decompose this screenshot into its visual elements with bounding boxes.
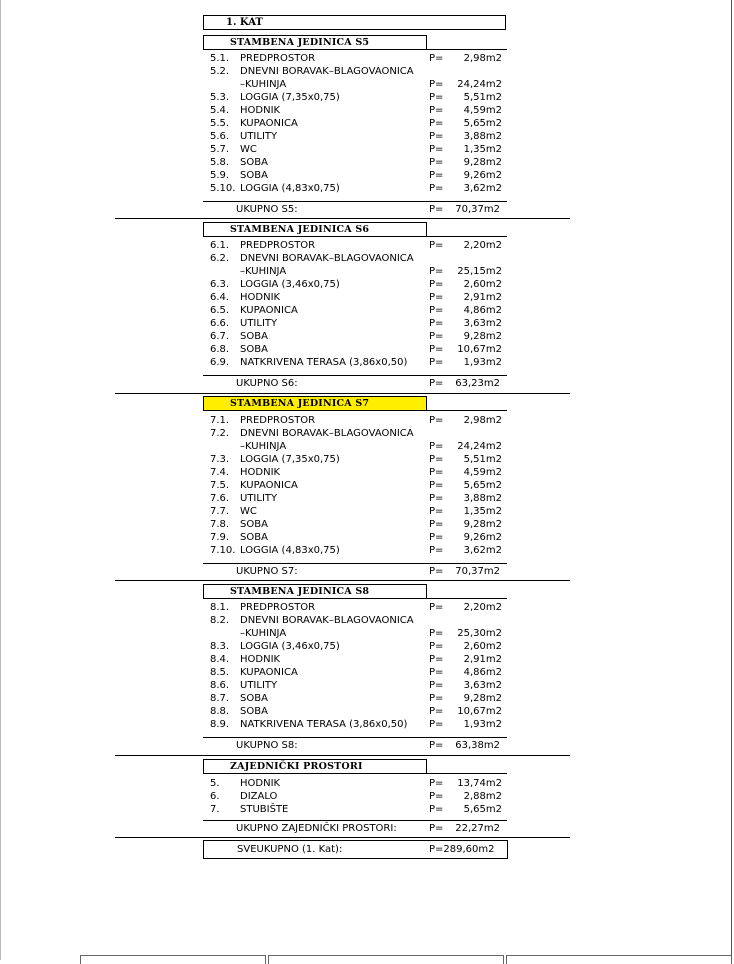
total-label: UKUPNO S8: — [236, 740, 298, 751]
area-prefix: P= — [429, 53, 444, 64]
room-name: UTILITY — [240, 131, 278, 142]
room-row — [210, 182, 510, 195]
total-prefix: P= — [429, 378, 444, 389]
room-number: 5.7. — [210, 144, 230, 155]
room-number: 7.4. — [210, 467, 230, 478]
room-row — [210, 803, 510, 816]
room-row — [210, 718, 510, 731]
room-area: 2,91m2 — [463, 292, 502, 303]
room-name: LOGGIA (3,46x0,75) — [240, 641, 340, 652]
room-number: 7.1. — [210, 415, 230, 426]
room-row — [210, 65, 510, 78]
room-row — [210, 52, 510, 65]
room-area: 2,60m2 — [463, 641, 502, 652]
total-value: 63,38m2 — [455, 740, 500, 751]
room-number: 7.9. — [210, 532, 230, 543]
room-name: DNEVNI BORAVAK–BLAGOVAONICA — [240, 615, 414, 626]
room-number: 7.5. — [210, 480, 230, 491]
grand-total-box — [203, 840, 508, 859]
room-area: 3,88m2 — [463, 493, 502, 504]
room-name: HODNIK — [240, 778, 281, 789]
room-number: 5.1. — [210, 53, 230, 64]
room-number: 7.2. — [210, 428, 230, 439]
room-number: 8.7. — [210, 693, 230, 704]
room-name: LOGGIA (3,46x0,75) — [240, 279, 340, 290]
room-row — [210, 679, 510, 692]
area-prefix: P= — [429, 480, 444, 491]
room-name: HODNIK — [240, 467, 281, 478]
room-row — [210, 117, 510, 130]
room-list — [210, 777, 510, 816]
room-name: PREDPROSTOR — [240, 53, 316, 64]
room-area: 3,62m2 — [463, 545, 502, 556]
area-prefix: P= — [429, 493, 444, 504]
room-name: KUPAONICA — [240, 667, 298, 678]
room-row — [210, 317, 510, 330]
room-area: 10,67m2 — [457, 344, 502, 355]
room-area: 2,98m2 — [463, 415, 502, 426]
room-name: LOGGIA (4,83x0,75) — [240, 545, 340, 556]
area-prefix: P= — [429, 719, 444, 730]
room-name: NATKRIVENA TERASA (3,86x0,50) — [240, 719, 408, 730]
room-area: 4,59m2 — [463, 105, 502, 116]
area-prefix: P= — [429, 305, 444, 316]
room-row — [210, 544, 510, 557]
area-prefix: P= — [429, 318, 444, 329]
room-name: DNEVNI BORAVAK–BLAGOVAONICA — [240, 428, 414, 439]
section-total — [203, 738, 507, 754]
room-area: 25,15m2 — [457, 266, 502, 277]
room-row — [210, 291, 510, 304]
section-separator — [115, 218, 570, 219]
room-name: UTILITY — [240, 493, 278, 504]
area-prefix: P= — [429, 654, 444, 665]
room-number: 5.10. — [210, 183, 236, 194]
room-number: 5.3. — [210, 92, 230, 103]
room-number: 6. — [210, 791, 220, 802]
area-prefix: P= — [429, 344, 444, 355]
area-prefix: P= — [429, 680, 444, 691]
room-row — [210, 156, 510, 169]
room-area: 1,93m2 — [463, 357, 502, 368]
room-name: LOGGIA (7,35x0,75) — [240, 92, 340, 103]
room-row — [210, 143, 510, 156]
room-name: PREDPROSTOR — [240, 602, 316, 613]
room-number: 8.2. — [210, 615, 230, 626]
room-name: STUBIŠTE — [240, 804, 289, 815]
room-row — [210, 492, 510, 505]
room-name: PREDPROSTOR — [240, 240, 316, 251]
total-label: UKUPNO S6: — [236, 378, 298, 389]
room-name: LOGGIA (4,83x0,75) — [240, 183, 340, 194]
total-prefix: P= — [429, 823, 444, 834]
total-prefix: P= — [429, 566, 444, 577]
room-list — [210, 414, 510, 557]
room-number: 6.7. — [210, 331, 230, 342]
room-area: 13,74m2 — [457, 778, 502, 789]
sheet-border-left — [0, 0, 1, 960]
section-total — [203, 821, 507, 837]
room-name: HODNIK — [240, 292, 281, 303]
section-heading-rule — [427, 236, 507, 237]
section-heading: STAMBENA JEDINICA S6 — [203, 222, 427, 237]
room-row — [210, 705, 510, 718]
room-name: SOBA — [240, 706, 268, 717]
grand-total-value: P=289,60m2 — [429, 844, 495, 855]
room-number: 6.2. — [210, 253, 230, 264]
room-area: 2,91m2 — [463, 654, 502, 665]
room-row — [210, 343, 510, 356]
room-area: 5,65m2 — [463, 118, 502, 129]
room-area: 1,35m2 — [463, 506, 502, 517]
room-row — [210, 790, 510, 803]
room-area: 2,20m2 — [463, 602, 502, 613]
area-prefix: P= — [429, 467, 444, 478]
room-area: 2,20m2 — [463, 240, 502, 251]
total-label: UKUPNO S7: — [236, 566, 298, 577]
room-name: WC — [240, 144, 257, 155]
area-prefix: P= — [429, 357, 444, 368]
room-name: WC — [240, 506, 257, 517]
section-heading: STAMBENA JEDINICA S7 — [203, 396, 427, 411]
room-name: SOBA — [240, 693, 268, 704]
room-area: 3,62m2 — [463, 183, 502, 194]
room-number: 5.8. — [210, 157, 230, 168]
area-prefix: P= — [429, 266, 444, 277]
room-number: 7.6. — [210, 493, 230, 504]
area-prefix: P= — [429, 454, 444, 465]
room-area: 5,65m2 — [463, 804, 502, 815]
room-area: 5,51m2 — [463, 92, 502, 103]
room-area: 1,93m2 — [463, 719, 502, 730]
section-heading: STAMBENA JEDINICA S5 — [203, 35, 427, 50]
room-number: 8.5. — [210, 667, 230, 678]
room-row — [210, 666, 510, 679]
area-prefix: P= — [429, 183, 444, 194]
area-prefix: P= — [429, 131, 444, 142]
room-area: 9,28m2 — [463, 331, 502, 342]
area-prefix: P= — [429, 170, 444, 181]
room-number: 6.9. — [210, 357, 230, 368]
room-row — [210, 278, 510, 291]
room-area: 2,88m2 — [463, 791, 502, 802]
room-number: 7.3. — [210, 454, 230, 465]
room-name: UTILITY — [240, 680, 278, 691]
room-row — [210, 453, 510, 466]
area-prefix: P= — [429, 279, 444, 290]
room-row — [210, 104, 510, 117]
room-name: HODNIK — [240, 105, 281, 116]
area-prefix: P= — [429, 602, 444, 613]
area-prefix: P= — [429, 693, 444, 704]
room-area: 4,86m2 — [463, 667, 502, 678]
room-row — [210, 414, 510, 427]
room-row — [210, 239, 510, 252]
room-area: 3,63m2 — [463, 318, 502, 329]
room-number: 8.9. — [210, 719, 230, 730]
room-name: –KUHINJA — [240, 628, 287, 639]
room-row — [210, 440, 510, 453]
room-name: PREDPROSTOR — [240, 415, 316, 426]
room-area: 3,63m2 — [463, 680, 502, 691]
area-prefix: P= — [429, 545, 444, 556]
room-name: DIZALO — [240, 791, 278, 802]
area-prefix: P= — [429, 778, 444, 789]
area-prefix: P= — [429, 804, 444, 815]
section-separator — [115, 393, 570, 394]
room-name: SOBA — [240, 331, 268, 342]
room-row — [210, 130, 510, 143]
room-name: SOBA — [240, 532, 268, 543]
room-area: 9,28m2 — [463, 157, 502, 168]
room-row — [210, 601, 510, 614]
area-prefix: P= — [429, 519, 444, 530]
room-area: 9,28m2 — [463, 693, 502, 704]
room-row — [210, 531, 510, 544]
area-prefix: P= — [429, 628, 444, 639]
area-prefix: P= — [429, 641, 444, 652]
room-row — [210, 653, 510, 666]
room-row — [210, 78, 510, 91]
room-name: KUPAONICA — [240, 118, 298, 129]
room-row — [210, 479, 510, 492]
section-separator — [115, 837, 570, 838]
room-number: 7. — [210, 804, 220, 815]
room-area: 9,26m2 — [463, 532, 502, 543]
area-prefix: P= — [429, 105, 444, 116]
room-row — [210, 614, 510, 627]
room-number: 7.8. — [210, 519, 230, 530]
room-name: SOBA — [240, 344, 268, 355]
room-list — [210, 601, 510, 731]
room-row — [210, 640, 510, 653]
room-area: 25,30m2 — [457, 628, 502, 639]
room-number: 5.4. — [210, 105, 230, 116]
area-prefix: P= — [429, 667, 444, 678]
section-separator — [115, 580, 570, 581]
room-name: UTILITY — [240, 318, 278, 329]
section-total — [203, 564, 507, 580]
area-prefix: P= — [429, 79, 444, 90]
room-row — [210, 252, 510, 265]
room-row — [210, 518, 510, 531]
total-value: 70,37m2 — [455, 204, 500, 215]
section-heading: STAMBENA JEDINICA S8 — [203, 584, 427, 599]
total-value: 63,23m2 — [455, 378, 500, 389]
room-name: KUPAONICA — [240, 305, 298, 316]
area-prefix: P= — [429, 331, 444, 342]
room-row — [210, 330, 510, 343]
room-area: 2,98m2 — [463, 53, 502, 64]
room-number: 7.10. — [210, 545, 236, 556]
room-area: 3,88m2 — [463, 131, 502, 142]
room-number: 6.1. — [210, 240, 230, 251]
section-heading: ZAJEDNIČKI PROSTORI — [203, 759, 427, 774]
room-number: 8.8. — [210, 706, 230, 717]
room-number: 6.5. — [210, 305, 230, 316]
grand-total-label: SVEUKUPNO (1. Kat): — [237, 844, 343, 855]
room-name: SOBA — [240, 519, 268, 530]
room-list — [210, 52, 510, 195]
total-value: 22,27m2 — [455, 823, 500, 834]
room-number: 8.1. — [210, 602, 230, 613]
room-name: SOBA — [240, 157, 268, 168]
area-prefix: P= — [429, 532, 444, 543]
room-row — [210, 91, 510, 104]
room-name: HODNIK — [240, 654, 281, 665]
area-prefix: P= — [429, 92, 444, 103]
room-number: 6.3. — [210, 279, 230, 290]
room-area: 2,60m2 — [463, 279, 502, 290]
section-heading-rule — [427, 773, 507, 774]
room-area: 5,51m2 — [463, 454, 502, 465]
room-name: SOBA — [240, 170, 268, 181]
room-number: 8.3. — [210, 641, 230, 652]
room-row — [210, 505, 510, 518]
room-area: 5,65m2 — [463, 480, 502, 491]
room-row — [210, 627, 510, 640]
section-total — [203, 202, 507, 218]
floor-title: 1. KAT — [203, 15, 506, 30]
room-area: 9,28m2 — [463, 519, 502, 530]
room-row — [210, 169, 510, 182]
total-prefix: P= — [429, 204, 444, 215]
total-label: UKUPNO ZAJEDNIČKI PROSTORI: — [236, 823, 397, 834]
room-area: 9,26m2 — [463, 170, 502, 181]
room-number: 5.5. — [210, 118, 230, 129]
room-name: DNEVNI BORAVAK–BLAGOVAONICA — [240, 253, 414, 264]
area-prefix: P= — [429, 441, 444, 452]
area-prefix: P= — [429, 240, 444, 251]
room-area: 4,86m2 — [463, 305, 502, 316]
sheet-border-right — [731, 0, 732, 960]
room-row — [210, 356, 510, 369]
room-name: LOGGIA (7,35x0,75) — [240, 454, 340, 465]
room-area: 4,59m2 — [463, 467, 502, 478]
total-prefix: P= — [429, 740, 444, 751]
room-list — [210, 239, 510, 369]
room-number: 5.6. — [210, 131, 230, 142]
room-area: 10,67m2 — [457, 706, 502, 717]
room-row — [210, 692, 510, 705]
area-prefix: P= — [429, 506, 444, 517]
area-prefix: P= — [429, 292, 444, 303]
total-value: 70,37m2 — [455, 566, 500, 577]
section-heading-rule — [427, 598, 507, 599]
room-number: 8.6. — [210, 680, 230, 691]
room-row — [210, 427, 510, 440]
room-number: 5. — [210, 778, 220, 789]
area-prefix: P= — [429, 144, 444, 155]
room-name: –KUHINJA — [240, 441, 287, 452]
room-number: 6.4. — [210, 292, 230, 303]
room-name: DNEVNI BORAVAK–BLAGOVAONICA — [240, 66, 414, 77]
room-name: –KUHINJA — [240, 266, 287, 277]
room-row — [210, 466, 510, 479]
room-number: 5.2. — [210, 66, 230, 77]
room-number: 6.6. — [210, 318, 230, 329]
total-label: UKUPNO S5: — [236, 204, 298, 215]
section-heading-rule — [427, 49, 507, 50]
area-prefix: P= — [429, 157, 444, 168]
room-number: 8.4. — [210, 654, 230, 665]
room-row — [210, 265, 510, 278]
room-row — [210, 777, 510, 790]
room-area: 24,24m2 — [457, 441, 502, 452]
room-area: 24,24m2 — [457, 79, 502, 90]
room-number: 6.8. — [210, 344, 230, 355]
area-prefix: P= — [429, 706, 444, 717]
room-number: 5.9. — [210, 170, 230, 181]
room-name: KUPAONICA — [240, 480, 298, 491]
room-area: 1,35m2 — [463, 144, 502, 155]
area-prefix: P= — [429, 415, 444, 426]
area-prefix: P= — [429, 791, 444, 802]
area-prefix: P= — [429, 118, 444, 129]
room-row — [210, 304, 510, 317]
room-number: 7.7. — [210, 506, 230, 517]
section-heading-rule — [427, 410, 507, 411]
room-name: –KUHINJA — [240, 79, 287, 90]
section-total — [203, 376, 507, 392]
section-separator — [115, 755, 570, 756]
room-name: NATKRIVENA TERASA (3,86x0,50) — [240, 357, 408, 368]
